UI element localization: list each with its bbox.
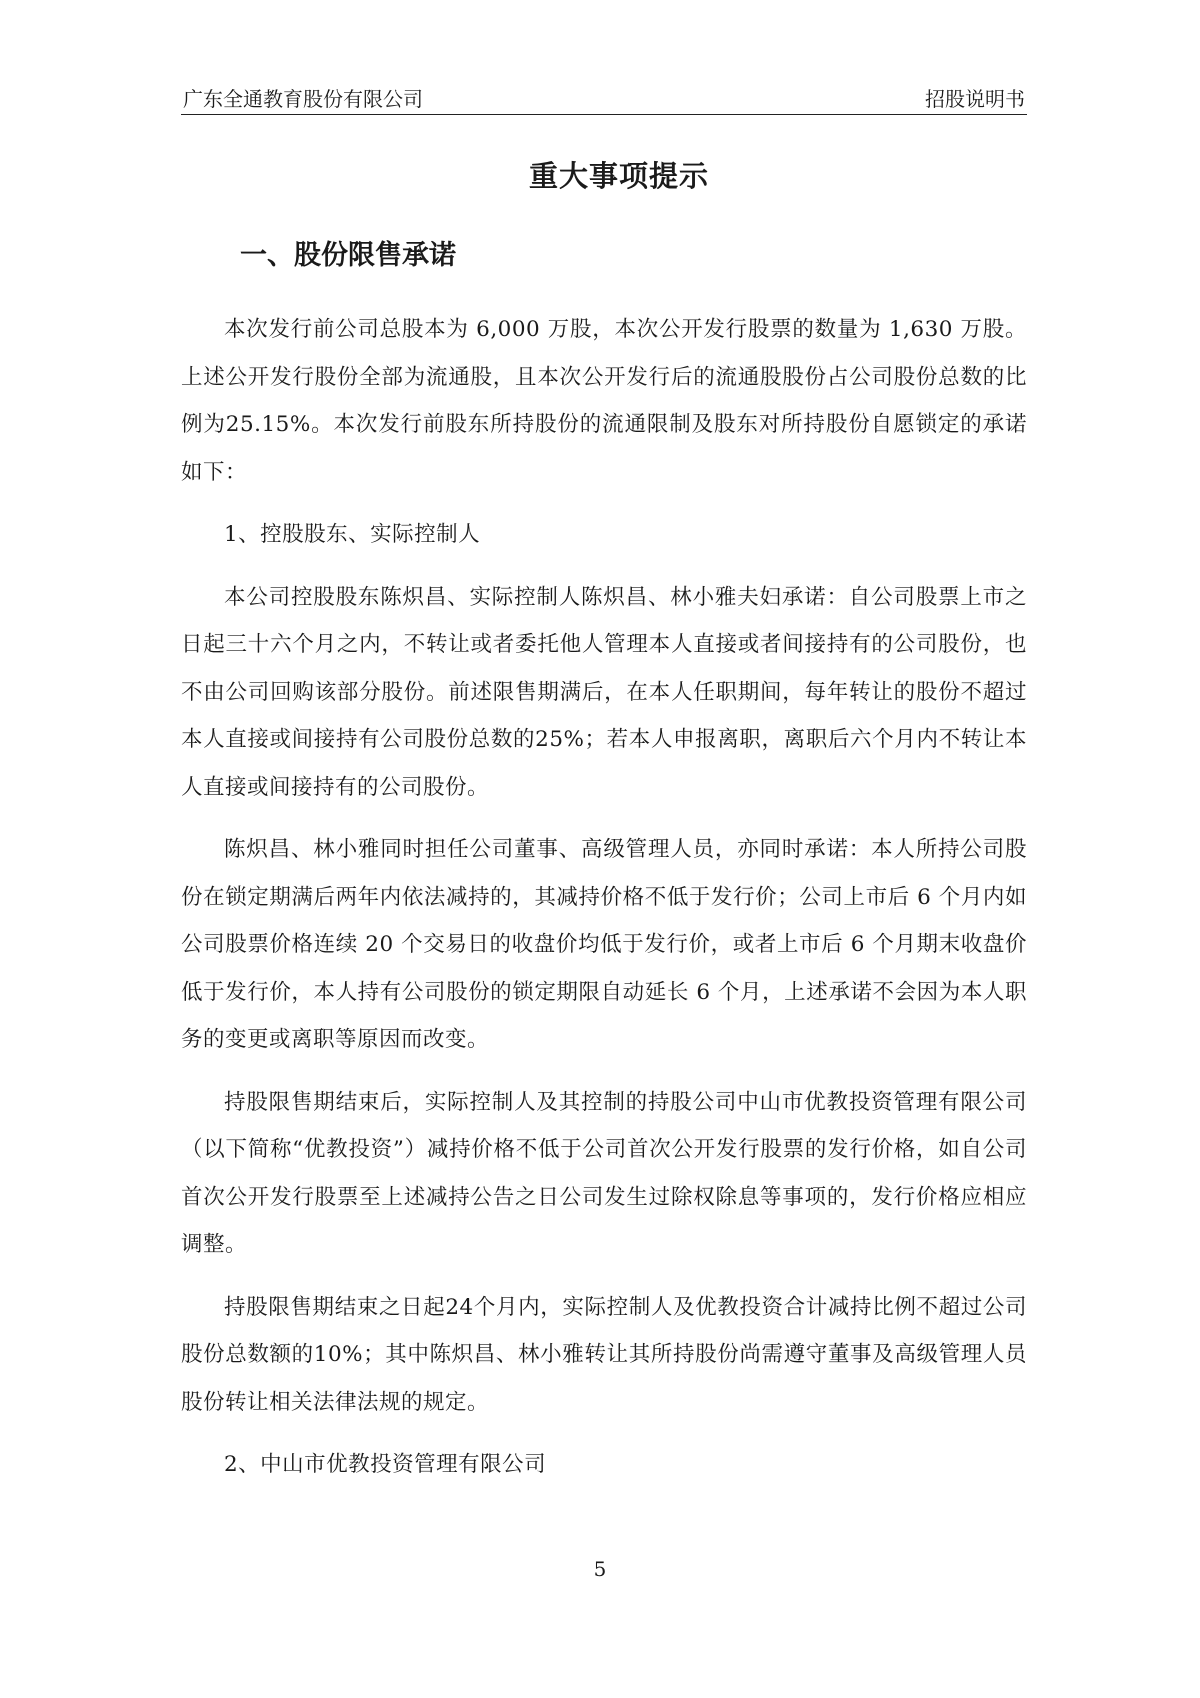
page-title: 重大事项提示 <box>528 159 709 193</box>
section-heading: 一、股份限售承诺 <box>240 240 456 271</box>
paragraph-reduction-price: 持股限售期结束后，实际控制人及其控制的持股公司中山市优教投资管理有限公司（以下简称“优教投资”）减持价格不低于公司首次公开发行股票的发行价格，如自公司首次公开发行股票至上述减持公告之日公司发生过除权除息等事项的，发行价格应相应调整。 <box>181 1089 1027 1257</box>
subheading-controlling-shareholder: 1、控股股东、实际控制人 <box>224 522 481 547</box>
paragraph-intro: 本次发行前公司总股本为 6,000 万股，本次公开发行股票的数量为 1,630 万股。上述公开发行股份全部为流通股，且本次公开发行后的流通股股份占公司股份总数的比例为25.15%。本次发行前股东所持股份的流通限制及股东对所持股份自愿锁定的承诺如下： <box>181 317 1027 485</box>
header-company-name: 广东全通教育股份有限公司 <box>183 87 423 111</box>
page-number: 5 <box>593 1557 607 1581</box>
header-document-type: 招股说明书 <box>925 87 1025 111</box>
paragraph-director-commitment: 陈炽昌、林小雅同时担任公司董事、高级管理人员，亦同时承诺：本人所持公司股份在锁定期满后两年内依法减持的，其减持价格不低于发行价；公司上市后 6 个月内如公司股票价格连续 20 个交易日的收盘价均低于发行价，或者上市后 6 个月期末收盘价低于发行价，本人持有公司股份的锁定期限自动延长 6 个月，上述承诺不会因为本人职务的变更或离职等原因而改变。 <box>181 837 1027 1052</box>
subheading-youjiao-investment: 2、中山市优教投资管理有限公司 <box>224 1452 547 1477</box>
paragraph-lockup-commitment: 本公司控股股东陈炽昌、实际控制人陈炽昌、林小雅夫妇承诺：自公司股票上市之日起三十六个月之内，不转让或者委托他人管理本人直接或者间接持有的公司股份，也不由公司回购该部分股份。前述限售期满后，在本人任职期间，每年转让的股份不超过本人直接或间接持有公司股份总数的25%；若本人申报离职，离职后六个月内不转让本人直接或间接持有的公司股份。 <box>181 584 1027 800</box>
paragraph-reduction-ratio: 持股限售期结束之日起24个月内，实际控制人及优教投资合计减持比例不超过公司股份总数额的10%；其中陈炽昌、林小雅转让其所持股份尚需遵守董事及高级管理人员股份转让相关法律法规的规定。 <box>181 1294 1027 1415</box>
page-header <box>181 84 1027 115</box>
section-body <box>181 306 1027 1504</box>
